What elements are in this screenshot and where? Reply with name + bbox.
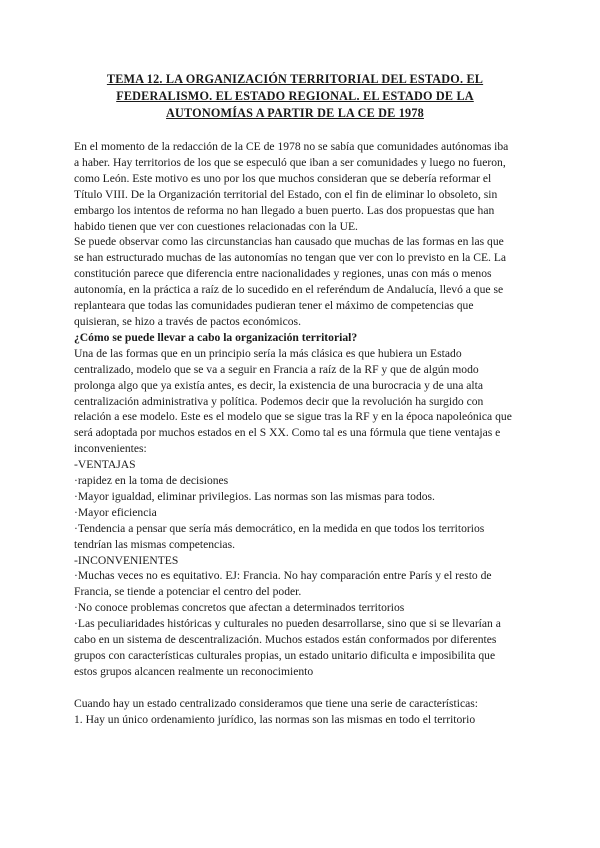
disadvantages-heading: -INCONVENIENTES <box>74 553 179 567</box>
title-line: TEMA 12. LA ORGANIZACIÓN TERRITORIAL DEL ESTADO. EL <box>106 72 484 86</box>
blank-line <box>74 680 516 696</box>
title-line: FEDERALISMO. EL ESTADO REGIONAL. EL ESTADO DE LA <box>116 89 474 103</box>
disadvantage-item: ·Las peculiaridades históricas y culturales no pueden desarrollarse, sino que si se llevarían a cabo en un sistema de descentralización. Muchos estados están conformados por diferentes grupos con características culturales propias, un estado unitario dificulta e imposibilita que estos grupos alcancen realmente un reconocimiento <box>74 617 501 678</box>
paragraph-centralized-state: Una de las formas que en un principio sería la más clásica es que hubiera un Estado centralizado, modelo que se va a seguir en Francia a raíz de la RF y que de algún modo prolonga algo que ya existía antes, es decir, la existencia de una burocracia y de una alta centralización administrativa y política. Podemos decir que la revolución ha surgido con relación a ese modelo. Este es el modelo que se sigue tras la RF y en la época napoleónica que será adoptada por muchos estados en el S XX. Como tal es una fórmula que tiene ventajas e inconvenientes: <box>74 346 512 456</box>
document-body <box>74 139 516 728</box>
paragraph-intro: En el momento de la redacción de la CE de 1978 no se sabía que comunidades autónomas iba a haber. Hay territorios de los que se especuló que iban a ser comunidades y luego no fueron, como León. Este motivo es uno por los que muchos consideran que se debería reformar el Título VIII. De la Organización territorial del Estado, con el fin de eliminar lo obsoleto, sin embargo los intentos de reforma no han llegado a buen puerto. Las dos propuestas que han habido tienen que ver con cuestiones relacionadas con la UE. <box>74 140 509 233</box>
paragraph-circumstances: Se puede observar como las circunstancias han causado que muchas de las formas en las que se han estructurado muchas de las autonomías no tengan que ver con lo previsto en la CE. La constitución parece que diferencia entre nacionalidades y regiones, unas con más o menos autonomía, en la práctica a raíz de lo sucedido en el referéndum de Andalucía, llevó a que se replanteara que todas las comunidades pudieran tener el máximo de competencias que quisieran, se hizo a través de pactos económicos. <box>74 235 507 328</box>
section-question: ¿Cómo se puede llevar a cabo la organización territorial? <box>74 330 358 344</box>
document-title <box>74 71 516 122</box>
advantage-item: ·rapidez en la toma de decisiones <box>74 474 229 488</box>
advantage-item: ·Mayor eficiencia <box>74 505 157 519</box>
advantages-heading: -VENTAJAS <box>74 458 136 472</box>
disadvantage-item: ·No conoce problemas concretos que afectan a determinados territorios <box>74 601 405 615</box>
advantage-item: ·Tendencia a pensar que sería más democrático, en la medida en que todos los territorios tendrían las mismas competencias. <box>74 521 485 551</box>
disadvantage-item: ·Muchas veces no es equitativo. EJ: Francia. No hay comparación entre París y el resto de Francia, se tiende a potenciar el centro del poder. <box>74 569 492 599</box>
title-line: AUTONOMÍAS A PARTIR DE LA CE DE 1978 <box>166 106 424 120</box>
paragraph-characteristics: Cuando hay un estado centralizado consideramos que tiene una serie de características: <box>74 696 479 710</box>
numbered-item: 1. Hay un único ordenamiento jurídico, las normas son las mismas en todo el territorio <box>74 712 476 726</box>
advantage-item: ·Mayor igualdad, eliminar privilegios. Las normas son las mismas para todos. <box>74 489 435 503</box>
